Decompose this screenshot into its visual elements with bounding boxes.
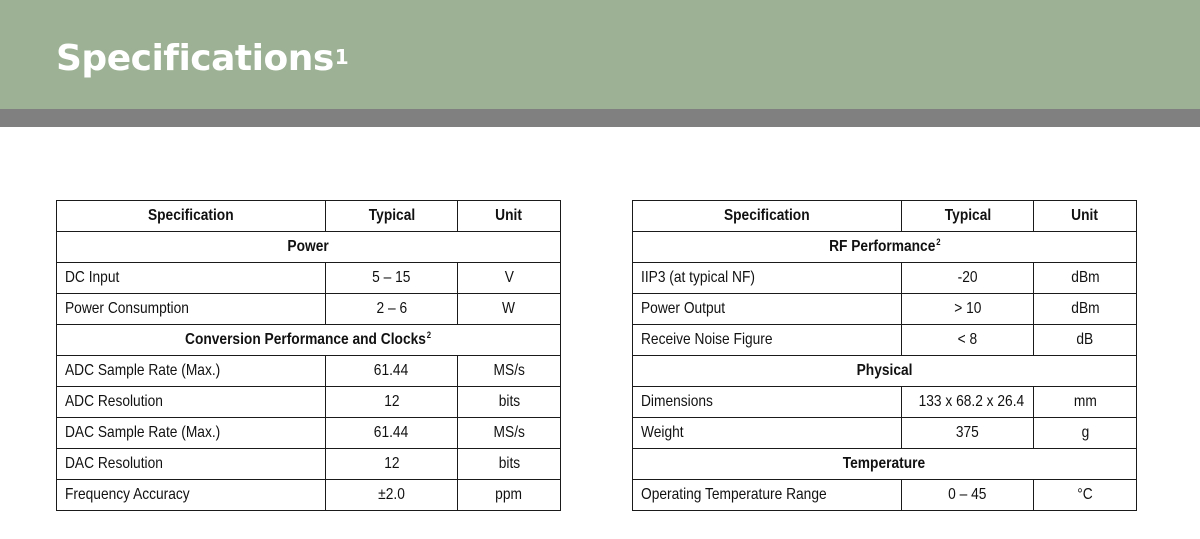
section-row-conversion: [57, 325, 561, 356]
spec-typical: 0 – 45: [902, 480, 1034, 511]
section-title-conversion: Conversion Performance and Clocks$^2$: [57, 325, 561, 356]
column-header-typical: Typical: [326, 201, 458, 232]
spec-unit: dBm: [1034, 294, 1137, 325]
section-row-physical: [633, 356, 1137, 387]
table-header-row: [633, 201, 1137, 232]
spec-unit: dB: [1034, 325, 1137, 356]
spec-unit: g: [1034, 418, 1137, 449]
table-row: [57, 449, 561, 480]
spec-unit: dBm: [1034, 263, 1137, 294]
table-row: [633, 325, 1137, 356]
header-banner: [0, 0, 1200, 109]
table-row: [633, 263, 1137, 294]
spec-typical: > 10: [902, 294, 1034, 325]
spec-typical: 12: [326, 449, 458, 480]
spec-unit: ppm: [458, 480, 561, 511]
column-header-typical: Typical: [902, 201, 1034, 232]
section-title-physical: Physical: [633, 356, 1137, 387]
table-header-row: [57, 201, 561, 232]
spec-typical: 61.44: [326, 356, 458, 387]
spec-name: DC Input: [57, 263, 326, 294]
spec-name: Power Output: [633, 294, 902, 325]
table-row: [57, 356, 561, 387]
section-title-rf-performance: RF Performance$^2$: [633, 232, 1137, 263]
spec-typical: 61.44: [326, 418, 458, 449]
table-row: [57, 294, 561, 325]
column-header-unit: Unit: [458, 201, 561, 232]
spec-name: DAC Sample Rate (Max.): [57, 418, 326, 449]
spec-typical: ±2.0: [326, 480, 458, 511]
section-row-rf-performance: [633, 232, 1137, 263]
table-row: [633, 480, 1137, 511]
spec-typical: -20: [902, 263, 1034, 294]
spec-name: Weight: [633, 418, 902, 449]
table-row: [57, 387, 561, 418]
spec-name: Dimensions: [633, 387, 902, 418]
spec-unit: mm: [1034, 387, 1137, 418]
spec-table-left: [56, 200, 561, 511]
table-row: [57, 418, 561, 449]
section-row-power: [57, 232, 561, 263]
page-title: [56, 36, 348, 82]
column-header-unit: Unit: [1034, 201, 1137, 232]
spec-typical: 2 – 6: [326, 294, 458, 325]
spec-typical: 12: [326, 387, 458, 418]
spec-table-right: [632, 200, 1137, 511]
page-title-text: Specifications: [56, 38, 334, 79]
table-row: [633, 418, 1137, 449]
spec-unit: MS/s: [458, 418, 561, 449]
spec-typical: 375: [902, 418, 1034, 449]
spec-typical: < 8: [902, 325, 1034, 356]
table-row: [633, 387, 1137, 418]
spec-name: ADC Resolution: [57, 387, 326, 418]
section-title-temperature: Temperature: [633, 449, 1137, 480]
column-header-specification: Specification: [57, 201, 326, 232]
section-row-temperature: [633, 449, 1137, 480]
spec-unit: bits: [458, 449, 561, 480]
spec-typical: 133 x 68.2 x 26.4: [902, 387, 1034, 418]
spec-name: Frequency Accuracy: [57, 480, 326, 511]
spec-name: Operating Temperature Range: [633, 480, 902, 511]
table-row: [633, 294, 1137, 325]
spec-unit: MS/s: [458, 356, 561, 387]
spec-name: ADC Sample Rate (Max.): [57, 356, 326, 387]
spec-name: Power Consumption: [57, 294, 326, 325]
spec-name: IIP3 (at typical NF): [633, 263, 902, 294]
spec-name: Receive Noise Figure: [633, 325, 902, 356]
section-title-power: Power: [57, 232, 561, 263]
table-row: [57, 263, 561, 294]
spec-name: DAC Resolution: [57, 449, 326, 480]
spec-unit: V: [458, 263, 561, 294]
spec-unit: W: [458, 294, 561, 325]
spec-unit: °C: [1034, 480, 1137, 511]
table-row: [57, 480, 561, 511]
spec-typical: 5 – 15: [326, 263, 458, 294]
title-footnote-marker: 1: [334, 45, 349, 69]
header-divider-stripe: [0, 109, 1200, 127]
column-header-specification: Specification: [633, 201, 902, 232]
spec-unit: bits: [458, 387, 561, 418]
